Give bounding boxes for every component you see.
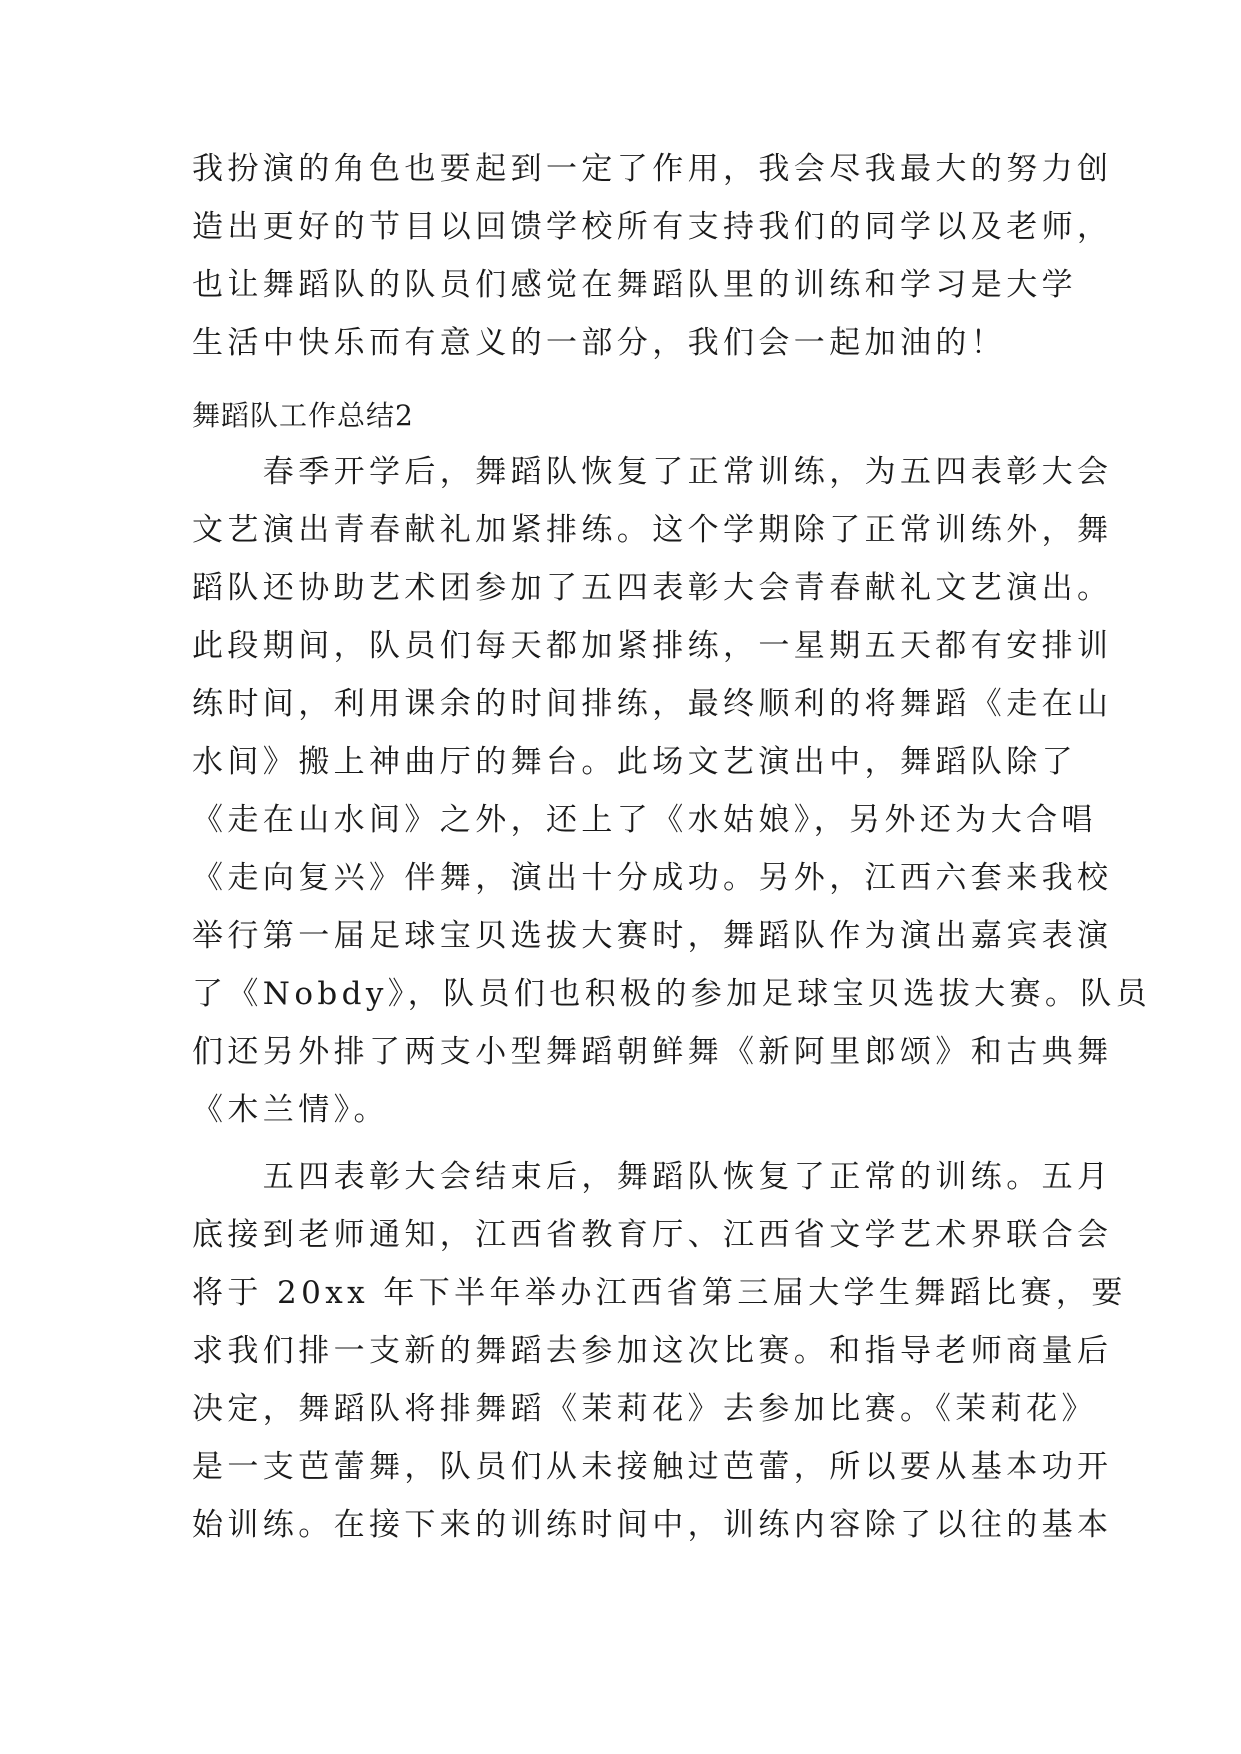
text-line: 求我们排一支新的舞蹈去参加这次比赛。和指导老师商量后 — [192, 1333, 1113, 1369]
text-line: 举行第一届足球宝贝选拔大赛时，舞蹈队作为演出嘉宾表演 — [192, 918, 1113, 954]
text-line: 们还另外排了两支小型舞蹈朝鲜舞《新阿里郎颂》和古典舞 — [192, 1034, 1113, 1070]
text-line: 水间》搬上神曲厅的舞台。此场文艺演出中，舞蹈队除了 — [192, 744, 1077, 780]
text-line: 练时间，利用课余的时间排练，最终顺利的将舞蹈《走在山 — [192, 686, 1113, 722]
text-line: 是一支芭蕾舞，队员们从未接触过芭蕾，所以要从基本功开 — [192, 1449, 1113, 1485]
text-line: 《走在山水间》之外，还上了《水姑娘》，另外还为大合唱 — [192, 802, 1097, 838]
text-line: 春季开学后，舞蹈队恢复了正常训练，为五四表彰大会 — [192, 454, 1113, 490]
paragraph-2 — [192, 1148, 1127, 1554]
text-line: 《木兰情》。 — [192, 1092, 389, 1128]
text-line: 底接到老师通知，江西省教育厅、江西省文学艺术界联合会 — [192, 1217, 1113, 1253]
section-heading-block — [192, 397, 1072, 435]
section-title: 舞蹈队工作总结2 — [192, 399, 414, 432]
text-line: 《走向复兴》伴舞，演出十分成功。另外，江西六套来我校 — [192, 860, 1113, 896]
text-line: 蹈队还协助艺术团参加了五四表彰大会青春献礼文艺演出。 — [192, 570, 1113, 606]
text-line: 决定，舞蹈队将排舞蹈《茉莉花》去参加比赛。《茉莉花》 — [192, 1391, 1097, 1427]
text-line: 此段期间，队员们每天都加紧排练，一星期五天都有安排训 — [192, 628, 1113, 664]
text-line: 五四表彰大会结束后，舞蹈队恢复了正常的训练。五月 — [192, 1159, 1113, 1195]
text-line: 了《Nobdy》，队员们也积极的参加足球宝贝选拔大赛。队员 — [192, 976, 1152, 1012]
text-line: 造出更好的节目以回馈学校所有支持我们的同学以及老师， — [192, 209, 1113, 245]
paragraph-1 — [192, 443, 1152, 1139]
text-line: 始训练。在接下来的训练时间中，训练内容除了以往的基本 — [192, 1507, 1113, 1543]
text-line: 我扮演的角色也要起到一定了作用，我会尽我最大的努力创 — [192, 151, 1113, 187]
text-line: 文艺演出青春献礼加紧排练。这个学期除了正常训练外，舞 — [192, 512, 1113, 548]
text-line: 生活中快乐而有意义的一部分，我们会一起加油的！ — [192, 325, 1007, 361]
text-line: 也让舞蹈队的队员们感觉在舞蹈队里的训练和学习是大学 — [192, 267, 1077, 303]
intro-paragraph — [192, 140, 1113, 372]
text-line: 将于 20xx 年下半年举办江西省第三届大学生舞蹈比赛，要 — [192, 1275, 1127, 1311]
